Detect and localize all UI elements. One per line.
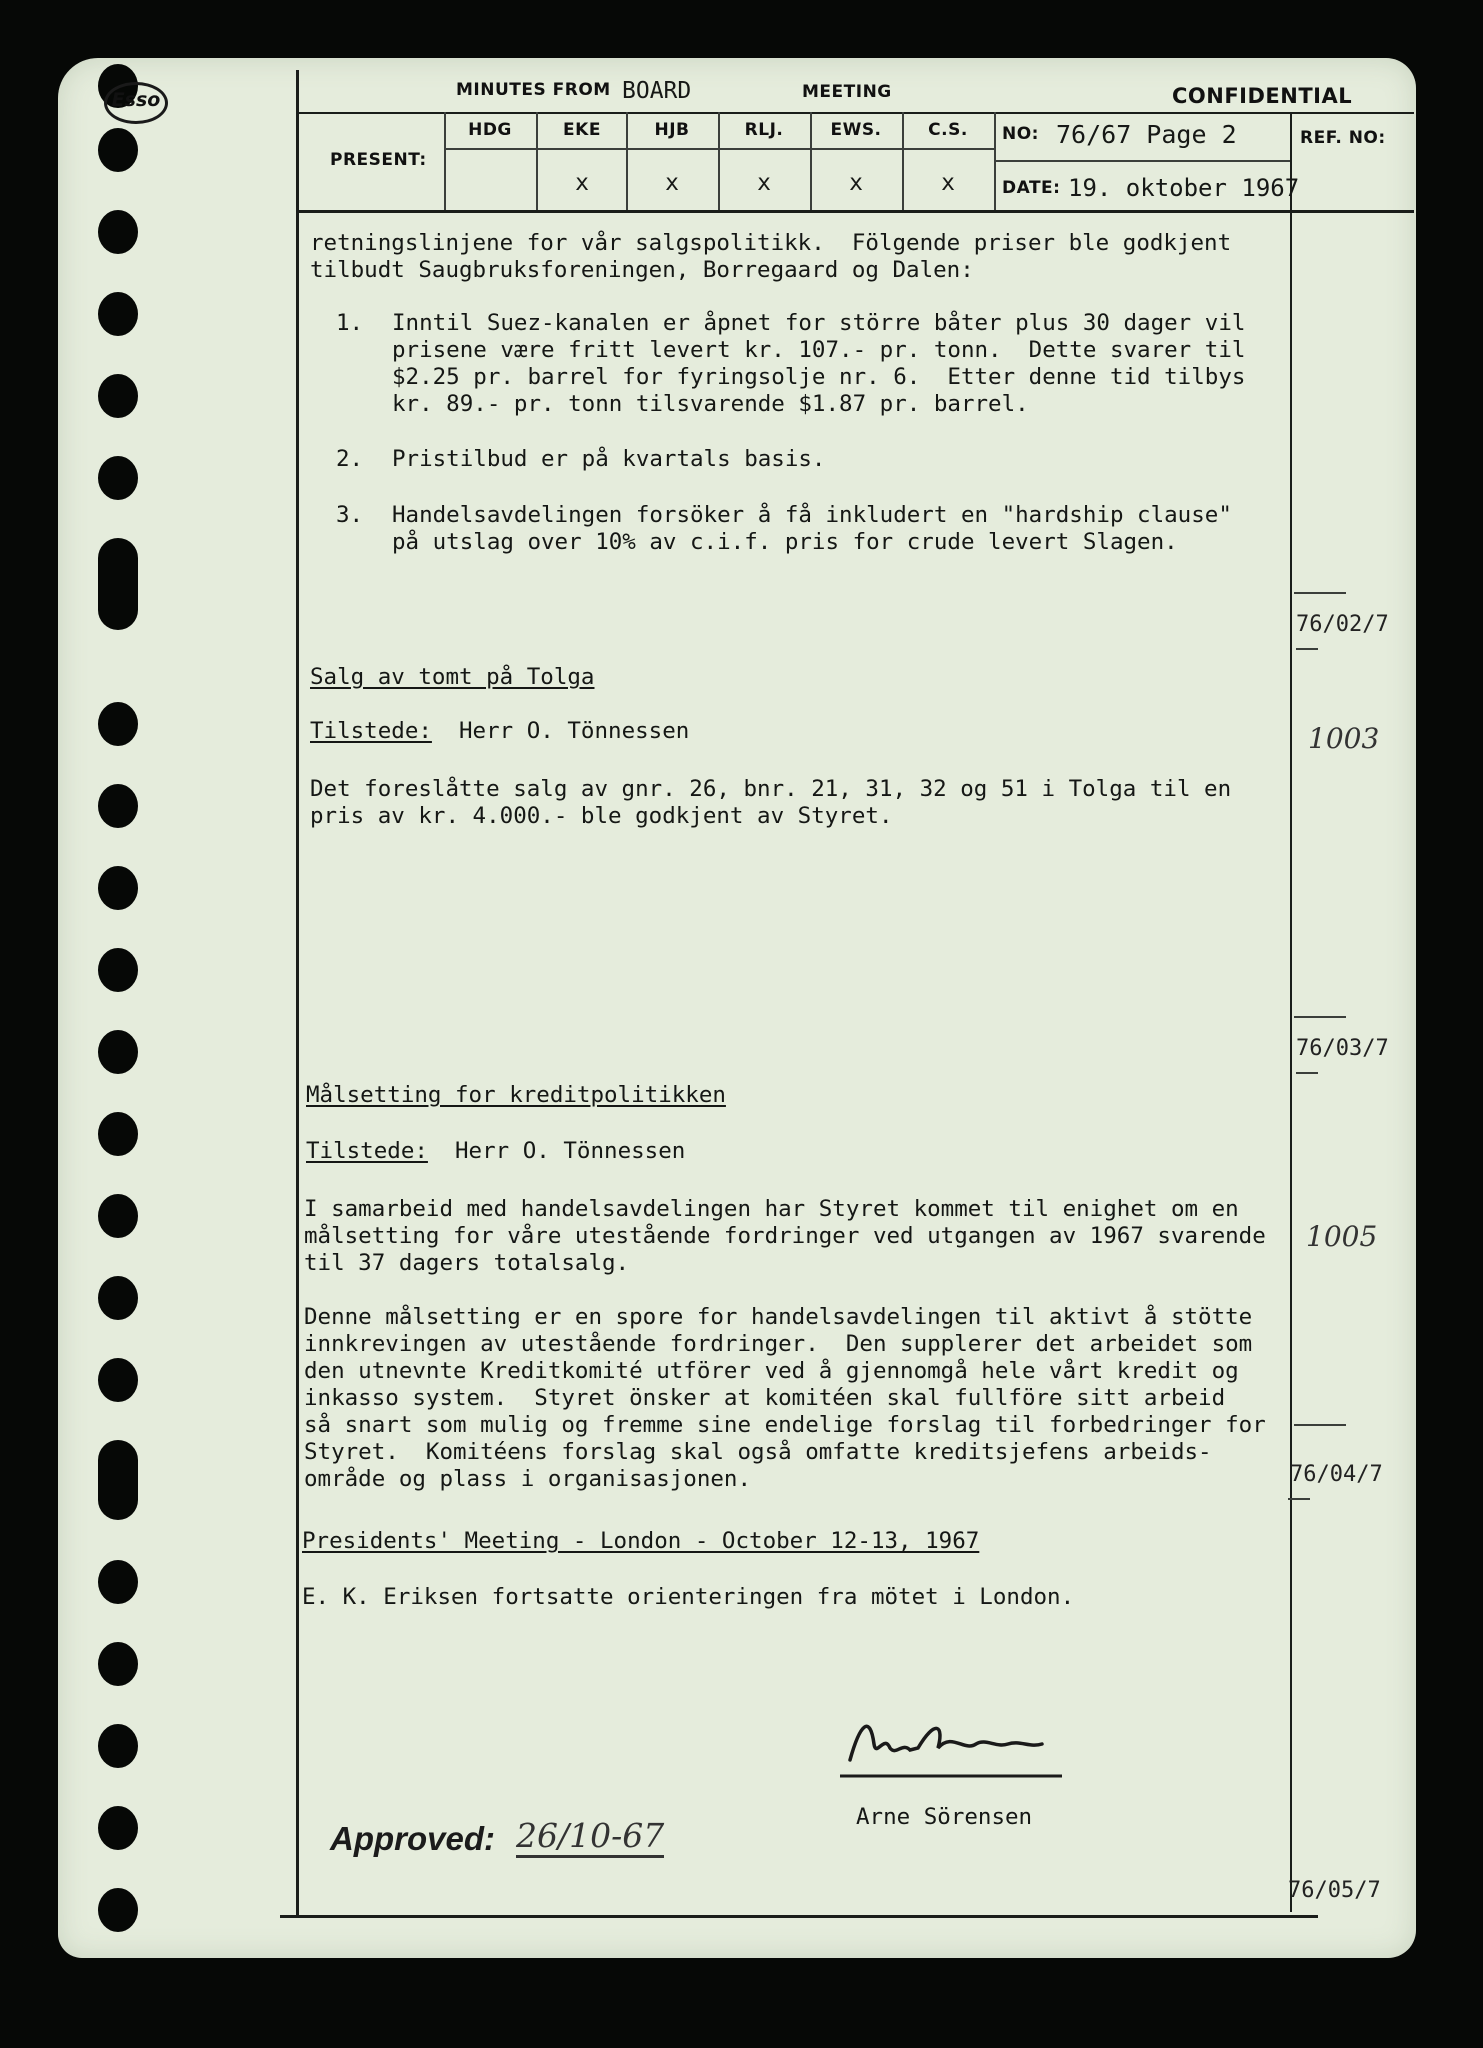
attendee-mark: x	[665, 170, 679, 196]
item-text	[392, 310, 1245, 418]
section-heading: Salg av tomt på Tolga	[310, 664, 595, 690]
item-number: 3.	[336, 502, 364, 528]
attendee-initials: HDG	[468, 120, 512, 140]
punch-hole	[98, 948, 138, 992]
ref-no-label: REF. NO:	[1300, 128, 1386, 148]
margin-ref: 76/04/7	[1290, 1462, 1383, 1487]
punch-hole	[98, 1642, 138, 1686]
punch-hole	[98, 456, 138, 500]
date-value: 19. oktober 1967	[1068, 174, 1300, 202]
section-paragraph	[304, 1304, 1266, 1493]
margin-ref: 76/02/7	[1296, 612, 1389, 637]
approved-stamp	[330, 1820, 495, 1858]
punch-hole	[98, 1358, 138, 1402]
punch-hole	[98, 1030, 138, 1074]
meeting-label: MEETING	[802, 82, 892, 102]
esso-logo	[104, 82, 168, 124]
no-label: NO:	[1002, 124, 1039, 144]
punch-hole	[98, 1440, 138, 1520]
punch-hole	[98, 538, 138, 630]
ref-column-border	[1290, 112, 1292, 1912]
text-line: så snart som mulig og fremme sine endelige forslag til forbedringer for	[304, 1412, 1266, 1438]
text-line: Denne målsetting er en spore for handelsavdelingen til aktivt å stötte	[304, 1304, 1253, 1330]
signatory-name: Arne Sörensen	[856, 1804, 1033, 1830]
signature-scribble	[840, 1704, 1070, 1784]
form-left-border	[296, 70, 299, 1918]
ref-tick	[1296, 1072, 1318, 1074]
ref-divider	[1294, 1016, 1346, 1018]
no-value: 76/67 Page 2	[1056, 120, 1237, 149]
ref-divider	[1294, 1424, 1346, 1426]
no-date-rule	[994, 160, 1290, 162]
attendee-initials: RLJ.	[744, 120, 784, 140]
present-label: PRESENT:	[330, 150, 427, 170]
text-line: prisene være fritt levert kr. 107.- pr. tonn. Dette svarer til	[392, 337, 1246, 363]
handwritten-note: 1003	[1308, 722, 1380, 755]
ref-tick	[1296, 648, 1318, 650]
punch-hole	[98, 292, 138, 336]
handwritten-note: 1005	[1306, 1220, 1378, 1253]
attendee-mark: x	[757, 170, 771, 196]
punch-hole	[98, 1806, 138, 1850]
confidential-label: CONFIDENTIAL	[1172, 84, 1353, 108]
attendee-mark: x	[941, 170, 955, 196]
section-paragraph	[304, 1196, 1266, 1277]
text-line: Handelsavdelingen forsöker å få inkludert en "hardship clause"	[392, 502, 1232, 528]
text-line: Inntil Suez-kanalen er åpnet for större båter plus 30 dager vil	[392, 310, 1246, 336]
margin-ref: 76/03/7	[1296, 1036, 1389, 1061]
header-rule	[296, 112, 1414, 114]
text-line: inkasso system. Styret önsker at komitéen skal fullföre sitt arbeid	[304, 1385, 1226, 1411]
text-line: til 37 dagers totalsalg.	[304, 1250, 630, 1276]
attendee-mark: x	[849, 170, 863, 196]
initials-rule	[444, 148, 994, 150]
punch-hole	[98, 210, 138, 254]
punch-hole	[98, 866, 138, 910]
text-line: I samarbeid med handelsavdelingen har Styret kommet til enighet om en	[304, 1196, 1239, 1222]
date-label: DATE:	[1002, 178, 1061, 198]
item-number: 2.	[336, 446, 364, 472]
punch-hole	[98, 702, 138, 746]
tilstede-value: Herr O. Tönnessen	[455, 1138, 686, 1164]
text-line: Det foreslåtte salg av gnr. 26, bnr. 21, 31, 32 og 51 i Tolga til en	[310, 776, 1232, 802]
section-paragraph	[310, 776, 1231, 830]
attendee-initials: HJB	[654, 120, 690, 140]
text-line: Styret. Komitéens forslag skal også omfatte kreditsjefens arbeids-	[304, 1439, 1212, 1465]
punch-hole	[98, 1724, 138, 1768]
form-bottom-border	[280, 1915, 1318, 1918]
punch-hole	[98, 1560, 138, 1604]
text-line: på utslag over 10% av c.i.f. pris for crude levert Slagen.	[392, 529, 1178, 555]
punch-hole	[98, 128, 138, 172]
item-text: Pristilbud er på kvartals basis.	[392, 446, 826, 472]
margin-ref: 76/05/7	[1288, 1878, 1381, 1903]
text-line: innkrevingen av utestående fordringer. Den supplerer det arbeidet som	[304, 1331, 1253, 1357]
attendee-mark: x	[575, 170, 589, 196]
intro-paragraph	[310, 230, 1231, 284]
text-line: kr. 89.- pr. tonn tilsvarende $1.87 pr. barrel.	[392, 391, 1029, 417]
item-number: 1.	[336, 310, 364, 336]
section-heading: Målsetting for kreditpolitikken	[306, 1082, 726, 1108]
text-line: pris av kr. 4.000.- ble godkjent av Styret.	[310, 803, 893, 829]
attendee-initials: C.S.	[928, 120, 968, 140]
section-heading: Presidents' Meeting - London - October 12-13, 1967	[302, 1528, 980, 1554]
punch-hole	[98, 374, 138, 418]
ref-divider	[1294, 592, 1346, 594]
text-line: $2.25 pr. barrel for fyringsolje nr. 6. Etter denne tid tilbys	[392, 364, 1246, 390]
tilstede-label: Tilstede:	[306, 1138, 428, 1164]
minutes-from-label: MINUTES FROM	[456, 80, 611, 100]
punch-hole	[98, 1194, 138, 1238]
approved-label: Approved:	[330, 1820, 495, 1857]
minutes-from-value: BOARD	[622, 78, 692, 104]
punch-hole	[98, 1112, 138, 1156]
text-line: den utnevnte Kreditkomité utförer ved å gjennomgå hele vårt kredit og	[304, 1358, 1239, 1384]
text-line: målsetting for våre utestående fordringer ved utgangen av 1967 svarende	[304, 1223, 1266, 1249]
tilstede-value: Herr O. Tönnessen	[459, 718, 690, 744]
punch-hole	[98, 784, 138, 828]
tilstede-label: Tilstede:	[310, 718, 432, 744]
punch-hole	[98, 1888, 138, 1932]
approved-date: 26/10-67	[516, 1816, 664, 1858]
punch-hole	[98, 1276, 138, 1320]
text-line: retningslinjene for vår salgspolitikk. Fölgende priser ble godkjent	[310, 230, 1232, 256]
ref-tick	[1288, 1498, 1310, 1500]
attendee-initials: EWS.	[830, 120, 882, 140]
item-text	[392, 502, 1232, 556]
text-line: tilbudt Saugbruksforeningen, Borregaard og Dalen:	[310, 257, 974, 283]
section-paragraph: E. K. Eriksen fortsatte orienteringen fra mötet i London.	[302, 1584, 1075, 1610]
header-bottom-rule	[296, 210, 1414, 213]
logo-text: Esso	[111, 89, 161, 111]
text-line: område og plass i organisasjonen.	[304, 1466, 752, 1492]
attendee-initials: EKE	[563, 120, 601, 140]
